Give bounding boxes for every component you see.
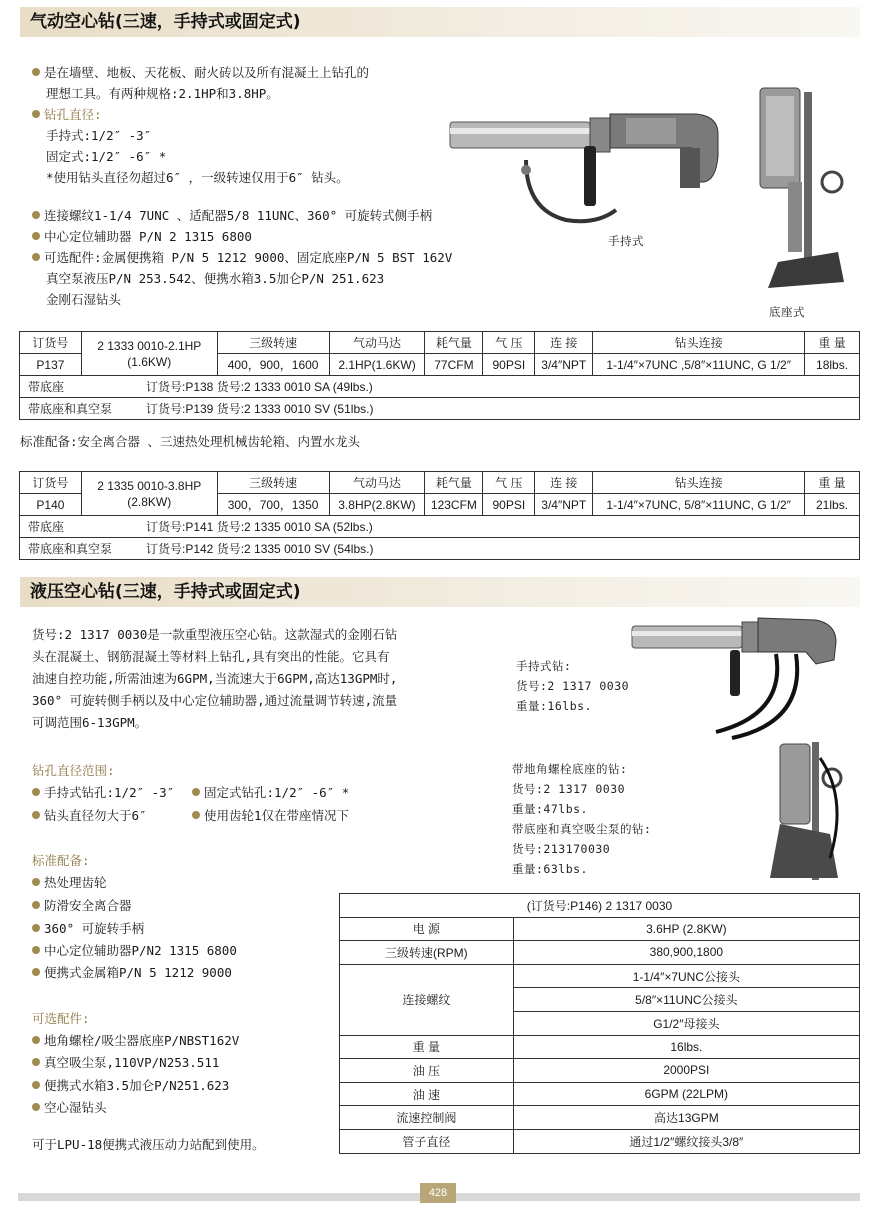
feature-3-line-2: 真空泵液压P/N 253.542、便携水箱3.5加仑P/N 251.623 — [46, 271, 385, 286]
bullet-icon — [32, 68, 40, 76]
header-connection: 连 接 — [535, 472, 593, 494]
table-row — [340, 917, 860, 941]
section-title-pneumatic: 气动空心钻(三速，手持式或固定式) — [20, 7, 860, 37]
bullet-icon — [32, 878, 40, 886]
bullet-icon — [32, 1058, 40, 1066]
handheld-diameter: 手持式:1/2″ -3″ — [46, 128, 152, 143]
table-row — [340, 941, 860, 965]
range-item-2: 固定式钻孔:1/2″ -6″ * — [192, 782, 349, 803]
cell-bit-connection: 1-1/4″×7UNC, 5/8″×11UNC, G 1/2″ — [593, 494, 805, 516]
hydraulic-intro-1: 货号:2 1317 0030是一款重型液压空心钻。这款湿式的金刚石钻 — [32, 627, 398, 642]
closing-note: 可于LPU-18便携式液压动力站配到使用。 — [32, 1137, 265, 1152]
value-power: 3.6HP (2.8KW) — [513, 917, 859, 941]
caption-hand-title: 手持式钻: — [516, 659, 572, 673]
cell-weight: 21lbs. — [805, 494, 860, 516]
caption-base: 底座式 — [769, 305, 805, 319]
intro-line-2: 理想工具。有两种规格:2.1HP和3.8HP。 — [46, 86, 279, 101]
hydraulic-intro-3: 油速自控功能,所需油速为6GPM,当流速大于6GPM,高达13GPM时, — [32, 671, 398, 686]
header-bit-connection: 钻头连接 — [593, 332, 805, 354]
bullet-icon — [32, 1036, 40, 1044]
value-oil-flow: 6GPM (22LPM) — [513, 1082, 859, 1106]
feature-1: 连接螺纹1-1/4 7UNC 、适配器5/8 11UNC、360° 可旋转式侧手柄 — [32, 205, 432, 226]
header-weight: 重 量 — [805, 472, 860, 494]
header-speed: 三级转速 — [217, 472, 329, 494]
label-speed: 三级转速(RPM) — [340, 941, 514, 965]
intro-line-1: 是在墙壁、地板、天花板、耐火砖以及所有混凝土上钻孔的 — [32, 62, 369, 83]
table-row — [20, 538, 860, 560]
cell-speed: 300，700，1350 — [217, 494, 329, 516]
stand-hydraulic-drill-image — [760, 738, 852, 888]
bullet-icon — [32, 1103, 40, 1111]
value-oil-pressure: 2000PSI — [513, 1059, 859, 1083]
cell-air: 123CFM — [425, 494, 483, 516]
label-power: 电 源 — [340, 917, 514, 941]
cell-order-no: P140 — [20, 494, 82, 516]
std-item: 便携式金属箱P/N 5 1212 9000 — [32, 962, 232, 983]
diameter-note: *使用钻头直径勿超过6″ ，一级转速仅用于6″ 钻头。 — [46, 170, 349, 185]
cell-motor: 3.8HP(2.8KW) — [329, 494, 425, 516]
header-motor: 气动马达 — [329, 472, 425, 494]
bullet-icon — [32, 924, 40, 932]
caption-handheld: 手持式 — [608, 234, 644, 248]
cell-bit-connection: 1-1/4″×7UNC ,5/8″×11UNC, G 1/2″ — [593, 354, 805, 376]
table-row — [340, 1106, 860, 1130]
feature-2: 中心定位辅助器 P/N 2 1315 6800 — [32, 226, 252, 247]
hydraulic-intro-4: 360° 可旋转侧手柄以及中心定位辅助器,通过流量调节转速,流量 — [32, 693, 398, 708]
table-row — [20, 516, 860, 538]
page-number: 428 — [420, 1183, 456, 1203]
cell-pressure: 90PSI — [483, 494, 535, 516]
value-hose: 通过1/2″螺纹接头3/8″ — [513, 1129, 859, 1153]
cell-connection: 3/4″NPT — [535, 354, 593, 376]
header-pressure: 气 压 — [483, 472, 535, 494]
fixed-diameter: 固定式:1/2″ -6″ * — [46, 149, 167, 164]
std-item: 热处理齿轮 — [32, 872, 107, 893]
caption-base-weight: 重量:47lbs. — [512, 802, 588, 816]
std-item: 防滑安全离合器 — [32, 895, 132, 916]
cell-weight: 18lbs. — [805, 354, 860, 376]
std-item: 中心定位辅助器P/N2 1315 6800 — [32, 940, 237, 961]
label-oil-pressure: 油 压 — [340, 1059, 514, 1083]
model-cell: 2 1335 0010-3.8HP (2.8KW) — [81, 472, 217, 516]
label-weight: 重 量 — [340, 1035, 514, 1059]
header-speed: 三级转速 — [217, 332, 329, 354]
extra-row-vacuum: 带底座和真空泵 订货号:P142 货号:2 1335 0010 SV (54lbs.) — [20, 538, 860, 560]
range-item-4: 使用齿轮1仅在带座情况下 — [192, 805, 349, 826]
header-pressure: 气 压 — [483, 332, 535, 354]
opt-item: 地角螺栓/吸尘器底座P/NBST162V — [32, 1030, 239, 1051]
range-item-3: 钻头直径勿大于6″ — [32, 805, 147, 826]
bullet-icon — [32, 946, 40, 954]
hydraulic-intro-2: 头在混凝土、钢筋混凝土等材料上钻孔,具有突出的性能。它具有 — [32, 649, 390, 664]
table-row — [340, 1035, 860, 1059]
opt-heading: 可选配件: — [32, 1011, 90, 1026]
caption-hand-weight: 重量:16lbs. — [516, 699, 592, 713]
range-heading: 钻孔直径范围: — [32, 763, 115, 778]
opt-item: 空心湿钻头 — [32, 1097, 107, 1118]
header-order-no: 订货号 — [20, 332, 82, 354]
bullet-icon — [32, 968, 40, 976]
header-order-no: 订货号 — [20, 472, 82, 494]
feature-3-line-3: 金刚石湿钻头 — [46, 292, 122, 307]
hydraulic-intro-5: 可调范围6-13GPM。 — [32, 715, 148, 730]
table-row — [20, 376, 860, 398]
extra-row-base: 带底座 订货号:P141 货号:2 1335 0010 SA (52lbs.) — [20, 516, 860, 538]
table-row — [340, 1082, 860, 1106]
bullet-icon — [32, 901, 40, 909]
header-connection: 连 接 — [535, 332, 593, 354]
bullet-icon — [32, 110, 40, 118]
cell-pressure: 90PSI — [483, 354, 535, 376]
spec-table-2 — [19, 471, 860, 560]
stand-pneumatic-drill-image — [748, 82, 848, 302]
caption-hand-part-no: 货号:2 1317 0030 — [516, 679, 630, 693]
range-item-1: 手持式钻孔:1/2″ -3″ — [32, 782, 174, 803]
caption-vacuum-part-no: 货号:213170030 — [512, 842, 611, 856]
std-heading: 标准配备: — [32, 853, 90, 868]
label-flow-valve: 流速控制阀 — [340, 1106, 514, 1130]
value-speed: 380,900,1800 — [513, 941, 859, 965]
header-air-consumption: 耗气量 — [425, 472, 483, 494]
caption-vacuum-title: 带底座和真空吸尘泵的钻: — [512, 822, 652, 836]
cell-speed: 400，900，1600 — [217, 354, 329, 376]
hydraulic-spec-table — [339, 893, 860, 1154]
feature-3: 可选配件:金属便携箱 P/N 5 1212 9000、固定底座P/N 5 BST 162V — [32, 247, 452, 268]
handheld-pneumatic-drill-image — [446, 100, 726, 235]
value-thread-2: 5/8″×11UNC公接头 — [513, 988, 859, 1012]
header-air-consumption: 耗气量 — [425, 332, 483, 354]
extra-row-vacuum: 带底座和真空泵 订货号:P139 货号:2 1333 0010 SV (51lbs.) — [20, 398, 860, 420]
value-flow-valve: 高达13GPM — [513, 1106, 859, 1130]
section-title-hydraulic: 液压空心钻(三速，手持式或固定式) — [20, 577, 860, 607]
bullet-icon — [192, 788, 200, 796]
bullet-icon — [32, 1081, 40, 1089]
caption-base-title: 带地角螺栓底座的钻: — [512, 762, 628, 776]
cell-motor: 2.1HP(1.6KW) — [329, 354, 425, 376]
bullet-icon — [32, 811, 40, 819]
handheld-hydraulic-drill-image — [626, 614, 858, 742]
table-row — [340, 1129, 860, 1153]
table-row — [20, 398, 860, 420]
opt-item: 便携式水箱3.5加仑P/N251.623 — [32, 1075, 229, 1096]
standard-config: 标准配备:安全离合器 、三速热处理机械齿轮箱、内置水龙头 — [20, 434, 361, 449]
value-weight: 16lbs. — [513, 1035, 859, 1059]
bullet-icon — [32, 253, 40, 261]
caption-vacuum-weight: 重量:63lbs. — [512, 862, 588, 876]
bullet-icon — [192, 811, 200, 819]
bullet-icon — [32, 788, 40, 796]
value-thread-1: 1-1/4″×7UNC公接头 — [513, 964, 859, 988]
label-hose: 管子直径 — [340, 1129, 514, 1153]
caption-base-part-no: 货号:2 1317 0030 — [512, 782, 626, 796]
std-item: 360° 可旋转手柄 — [32, 918, 144, 939]
cell-order-no: P137 — [20, 354, 82, 376]
bullet-icon — [32, 232, 40, 240]
extra-row-base: 带底座 订货号:P138 货号:2 1333 0010 SA (49lbs.) — [20, 376, 860, 398]
table-row — [340, 964, 860, 988]
value-thread-3: G1/2″母接头 — [513, 1011, 859, 1035]
hydraulic-table-title: (订货号:P146) 2 1317 0030 — [340, 894, 860, 918]
cell-connection: 3/4″NPT — [535, 494, 593, 516]
table-row — [340, 1059, 860, 1083]
model-cell: 2 1333 0010-2.1HP (1.6KW) — [81, 332, 217, 376]
label-oil-flow: 油 速 — [340, 1082, 514, 1106]
header-motor: 气动马达 — [329, 332, 425, 354]
cell-air: 77CFM — [425, 354, 483, 376]
header-weight: 重 量 — [805, 332, 860, 354]
diameter-heading: 钻孔直径: — [32, 104, 102, 125]
header-bit-connection: 钻头连接 — [593, 472, 805, 494]
label-thread: 连接螺纹 — [340, 964, 514, 1035]
bullet-icon — [32, 211, 40, 219]
opt-item: 真空吸尘泵,110VP/N253.511 — [32, 1052, 219, 1073]
spec-table-1 — [19, 331, 860, 420]
